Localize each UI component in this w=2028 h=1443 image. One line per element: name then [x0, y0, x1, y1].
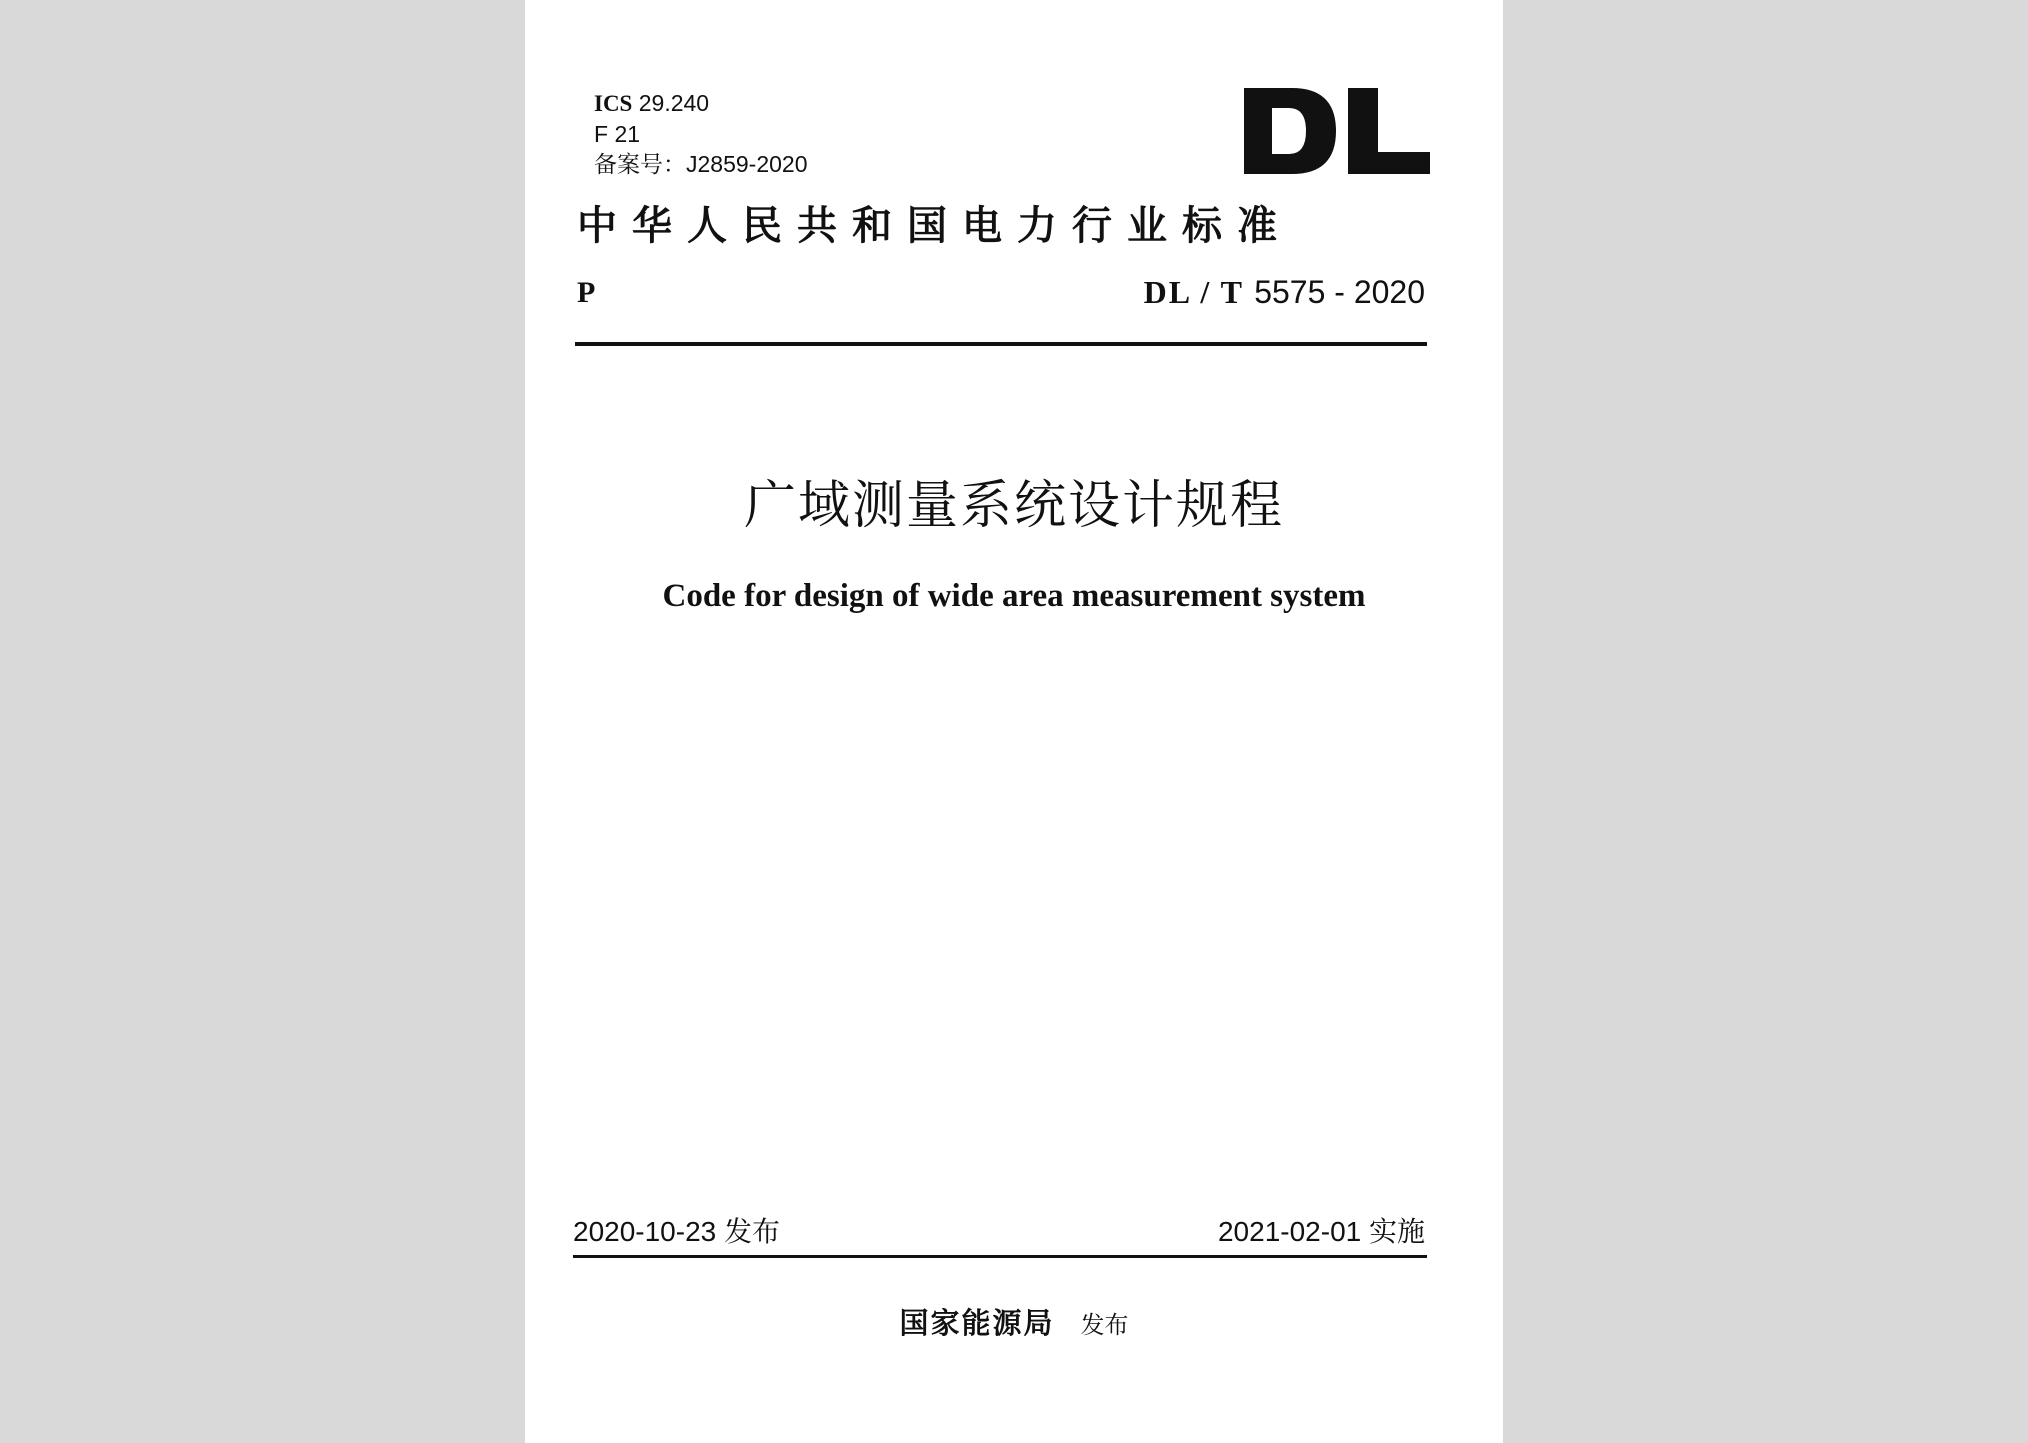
classification-block	[594, 88, 808, 179]
publisher-action: 发布	[1080, 1311, 1129, 1339]
document-title-chinese: 广域测量系统设计规程	[743, 476, 1284, 536]
record-value: J2859-2020	[686, 151, 808, 177]
standard-type-title: 中华人民共和国电力行业标准	[577, 202, 1292, 249]
standard-number-prefix: DL / T	[1143, 274, 1245, 310]
standard-number	[1144, 274, 1425, 310]
dl-logo-l	[1348, 88, 1430, 174]
dl-logo	[1244, 88, 1430, 174]
footer-divider	[573, 1255, 1427, 1258]
document-title-english: Code for design of wide area measurement system	[662, 578, 1366, 614]
record-label: 备案号：	[594, 151, 686, 177]
ics-line	[594, 88, 808, 119]
standard-number-value: 5575 - 2020	[1254, 274, 1425, 310]
ics-value: 29.240	[638, 90, 710, 116]
ccs-line: F 21	[594, 121, 641, 147]
publisher-line	[525, 1305, 1503, 1343]
issue-date: 2020-10-23 发布	[573, 1216, 781, 1247]
dl-logo-d	[1244, 88, 1336, 174]
header-divider	[575, 342, 1427, 346]
document-cover-page	[525, 0, 1503, 1443]
record-line	[594, 149, 808, 179]
implementation-date: 2021-02-01 实施	[1217, 1216, 1425, 1247]
ics-label: ICS	[594, 91, 633, 116]
publisher-organization: 国家能源局	[899, 1306, 1055, 1340]
category-code: P	[577, 276, 596, 309]
